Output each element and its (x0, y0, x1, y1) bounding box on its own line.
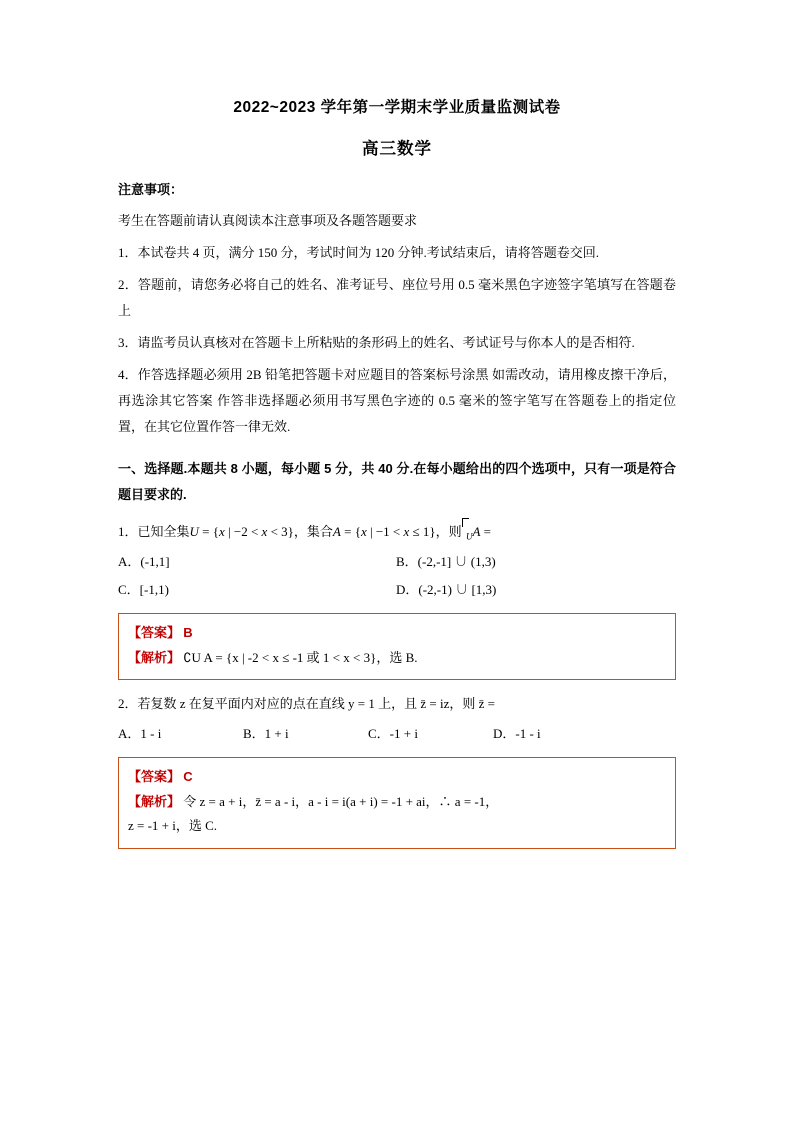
question-1-stem-mid: ，集合 (293, 523, 333, 539)
question-1-option-c[interactable]: C．[-1,1) (118, 581, 169, 597)
question-1-option-b[interactable]: B．(-2,-1] ∪ (1,3) (396, 554, 496, 570)
question-2-answer-line (128, 765, 666, 790)
notice-item-3: 3．请监考员认真核对在答题卡上所粘贴的条形码上的姓名、考试证号与你本人的是否相符. (118, 334, 635, 350)
question-1-answer-box (118, 613, 676, 680)
question-1-stem-prefix: 1．已知全集 (118, 523, 190, 539)
question-2-answer-box (118, 757, 676, 849)
page-title: 2022~2023 学年第一学期末学业质量监测试卷 (233, 99, 561, 116)
question-1-option-a[interactable]: A．(-1,1] (118, 554, 170, 570)
question-1-answer-line (128, 621, 666, 646)
notice-item-1: 1．本试卷共 4 页，满分 150 分，考试时间为 120 分钟.考试结束后，请将答题卷交回. (118, 244, 600, 260)
notice-item-4: 4．作答选择题必须用 2B 铅笔把答题卡对应题目的答案标号涂黑 如需改动，请用橡皮擦干净后，再选涂其它答案 作答非选择题必须用书写黑色字迹的 0.5 毫米的签字笔写在答题卷上的指定位置，在其它位置作答一律无效. (118, 366, 676, 434)
question-1-answer-value: B (183, 624, 193, 640)
question-1-options-row-2 (118, 576, 676, 603)
analysis-tag: 【解析】 (128, 793, 181, 809)
question-2-option-b[interactable]: B．1 + i (243, 725, 289, 741)
question-1-option-d[interactable]: D．(-2,-1) ∪ [1,3) (396, 581, 497, 597)
question-2-option-a[interactable]: A．1 - i (118, 725, 162, 741)
question-2-analysis-text-1: 令 z = a + i，z̄ = a - i，a - i = i(a + i) = -1 + ai，∴ a = -1， (183, 793, 499, 809)
notice-item-2: 2．答题前，请您务必将自己的姓名、准考证号、座位号用 0.5 毫米黑色字迹签字笔填写在答题卷上 (118, 276, 676, 318)
question-2-answer-value: C (183, 768, 193, 784)
question-2-analysis-line-2: z = -1 + i，选 C. (128, 818, 218, 834)
question-2-options-row (118, 720, 676, 747)
section-heading: 一、选择题.本题共 8 小题，每小题 5 分，共 40 分.在每小题给出的四个选项中，只有一项是符合题目要求的. (118, 460, 676, 502)
page-subtitle: 高三数学 (362, 139, 432, 158)
question-1-stem-tail: ，则 (435, 523, 462, 539)
answer-tag: 【答案】 (128, 768, 181, 784)
answer-tag: 【答案】 (128, 624, 181, 640)
question-1-stem: 1．已知全集U = {x | −2 < x < 3}，集合A = {x | −1 < x ≤ 1}，则 $_U$A = (118, 518, 676, 546)
question-2-option-d[interactable]: D．-1 - i (493, 725, 541, 741)
question-2-option-c[interactable]: C．-1 + i (368, 725, 418, 741)
question-1-analysis-text: ∁U A = {x | -2 < x ≤ -1 或 1 < x < 3}，选 B. (183, 649, 418, 665)
analysis-tag: 【解析】 (128, 649, 181, 665)
question-2-stem: 2．若复数 z 在复平面内对应的点在直线 y = 1 上，且 z̄ = iz，则 z̄ = (118, 696, 495, 712)
notice-intro: 考生在答题前请认真阅读本注意事项及各题答题要求 (118, 212, 418, 228)
question-2-analysis-line-1 (128, 790, 666, 815)
notice-heading: 注意事项： (118, 181, 184, 197)
complement-symbol: U (462, 518, 473, 546)
question-1-options-row-1 (118, 548, 676, 575)
question-1-analysis-line (128, 646, 666, 671)
